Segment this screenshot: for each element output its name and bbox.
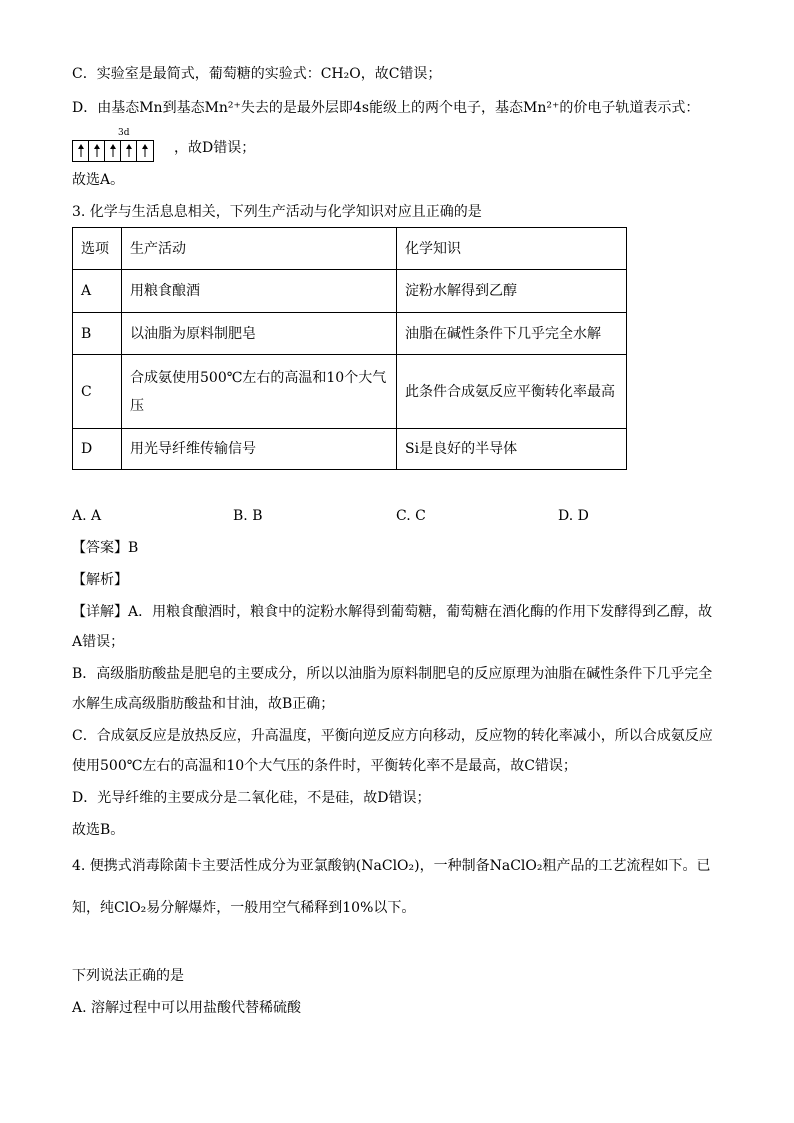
orbital-box — [73, 141, 89, 161]
orbital-diagram — [72, 140, 154, 162]
orbital-box — [121, 141, 137, 161]
question-3-options — [0, 508, 794, 528]
conclusion-2: 故选B。 — [72, 822, 125, 838]
table-header-cell: 化学知识 — [397, 228, 627, 270]
explanation-c: C．实验室是最简式，葡萄糖的实验式：CH₂O，故C错误； — [72, 66, 442, 82]
electron-up-arrow-icon — [141, 144, 149, 158]
table-cell: C — [73, 355, 122, 429]
electron-up-arrow-icon — [93, 144, 101, 158]
table-row — [73, 355, 627, 429]
electron-up-arrow-icon — [77, 144, 85, 158]
table-cell: 此条件合成氨反应平衡转化率最高 — [397, 355, 627, 429]
table-cell: 用粮食酿酒 — [122, 270, 397, 313]
question-3-stem: 3. 化学与生活息息相关，下列生产活动与化学知识对应且正确的是 — [72, 204, 482, 220]
table-row — [73, 270, 627, 313]
option-b: B. B — [233, 508, 263, 524]
table-row — [73, 313, 627, 355]
electron-up-arrow-icon — [125, 144, 133, 158]
option-d: D. D — [558, 508, 589, 524]
question-4-option-a: A. 溶解过程中可以用盐酸代替稀硫酸 — [72, 1000, 302, 1016]
conclusion-1: 故选A。 — [72, 172, 125, 188]
orbital-box — [89, 141, 105, 161]
orbital-box — [137, 141, 153, 161]
table-cell: A — [73, 270, 122, 313]
answer: 【答案】B — [72, 540, 139, 556]
explanation-line: D．光导纤维的主要成分是二氧化硅，不是硅，故D错误； — [72, 790, 431, 806]
table-cell: 用光导纤维传输信号 — [122, 429, 397, 470]
table-cell: D — [73, 429, 122, 470]
electron-up-arrow-icon — [109, 144, 117, 158]
table-cell: Si是良好的半导体 — [397, 429, 627, 470]
table-header-cell: 选项 — [73, 228, 122, 270]
explanation-line: A错误； — [72, 634, 125, 650]
option-a: A. A — [72, 508, 102, 524]
table-cell: 以油脂为原料制肥皂 — [122, 313, 397, 355]
explanation-d: D．由基态Mn到基态Mn²⁺失去的是最外层即4s能级上的两个电子，基态Mn²⁺的价电子轨道表示式： — [72, 100, 700, 116]
table-cell: 合成氨使用500℃左右的高温和10个大气压 — [122, 355, 397, 429]
table-row — [73, 429, 627, 470]
table-cell: 油脂在碱性条件下几乎完全水解 — [397, 313, 627, 355]
table-cell: 淀粉水解得到乙醇 — [397, 270, 627, 313]
question-3-table — [72, 227, 627, 470]
table-header-cell: 生产活动 — [122, 228, 397, 270]
explanation-line: 使用500℃左右的高温和10个大气压的条件时，平衡转化率不是最高，故C错误； — [72, 758, 577, 774]
explanation-line: 水解生成高级脂肪酸盐和甘油，故B正确； — [72, 696, 335, 712]
orbital-box — [105, 141, 121, 161]
analysis-title: 【解析】 — [72, 572, 128, 588]
option-c: C. C — [396, 508, 426, 524]
explanation-line: 【详解】A．用粮食酿酒时，粮食中的淀粉水解得到葡萄糖，葡萄糖在酒化酶的作用下发酵得到乙醇，故 — [72, 604, 713, 620]
explanation-line: B．高级脂肪酸盐是肥皂的主要成分，所以以油脂为原料制肥皂的反应原理为油脂在碱性条件下几乎完全 — [72, 666, 713, 682]
question-4-ask: 下列说法正确的是 — [72, 968, 184, 984]
question-4-line-2: 知，纯ClO₂易分解爆炸，一般用空气稀释到10%以下。 — [72, 900, 416, 916]
orbital-conclusion: ，故D错误； — [174, 140, 256, 156]
explanation-line: C．合成氨反应是放热反应，升高温度，平衡向逆反应方向移动，反应物的转化率减小，所以合成氨反应 — [72, 728, 713, 744]
table-header-row — [73, 228, 627, 270]
table-cell: B — [73, 313, 122, 355]
orbital-label: 3d — [118, 128, 130, 138]
question-4-line-1: 4. 便携式消毒除菌卡主要活性成分为亚氯酸钠(NaClO₂)，一种制备NaClO₂粗产品的工艺流程如下。已 — [72, 858, 711, 874]
